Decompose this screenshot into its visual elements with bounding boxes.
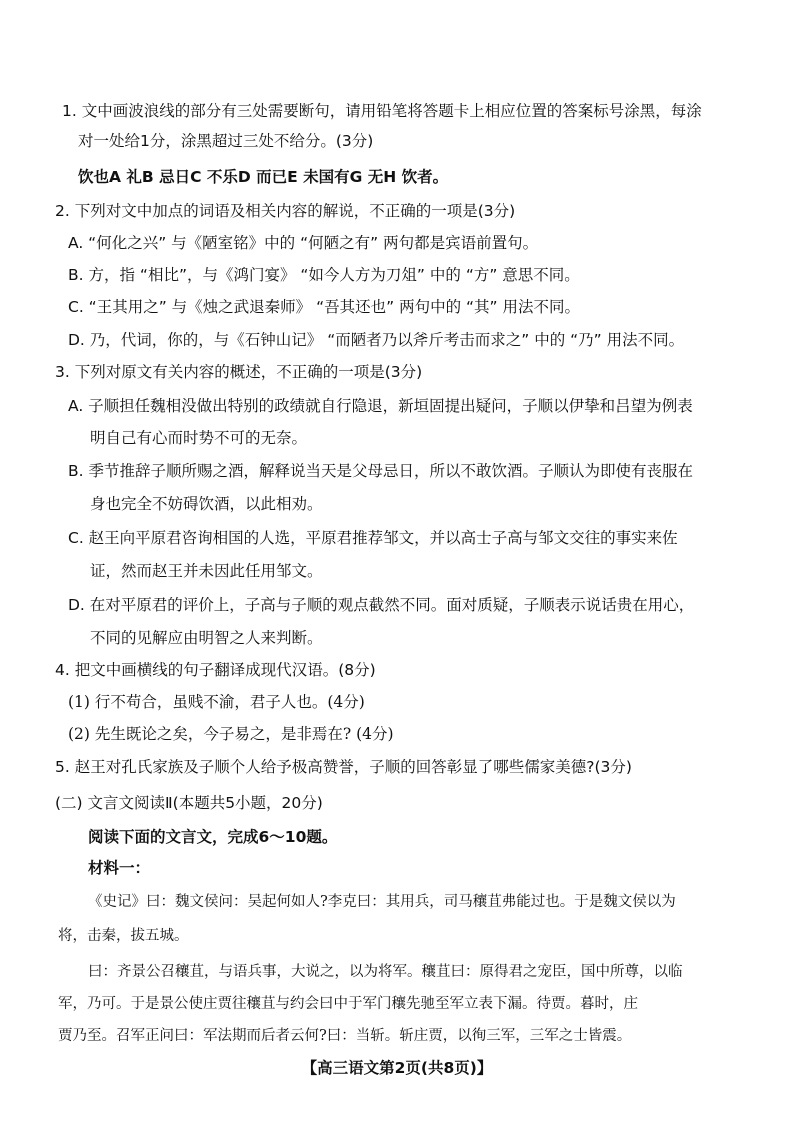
q1-line-1: 1. 文中画波浪线的部分有三处需要断句，请用铅笔将答题卡上相应位置的答案标号涂黑，每涂 <box>62 102 702 120</box>
material-p2-line-2: 军，乃可。于是景公使庄贾往穰苴与约会曰中于军门穰先驰至军立表下漏。待贾。暮时，庄 <box>58 996 638 1012</box>
page-footer: 【高三语文第2页(共8页)】 <box>301 1059 493 1077</box>
q3-stem: 3. 下列对原文有关内容的概述，不正确的一项是(3分) <box>55 363 423 381</box>
q3-option-b-line-1: B. 季节推辞子顺所赐之酒，解释说当天是父母忌日，所以不敢饮酒。子顺认为即使有丧服在 <box>68 462 693 480</box>
q3-option-d-line-2: 不同的见解应由明智之人来判断。 <box>90 629 323 647</box>
material-p1-line-2: 将，击秦，拔五城。 <box>58 928 189 944</box>
q4-stem: 4. 把文中画横线的句子翻译成现代汉语。(8分) <box>55 661 376 679</box>
q2-stem: 2. 下列对文中加点的词语及相关内容的解说，不正确的一项是(3分) <box>55 202 516 220</box>
q3-option-a-line-1: A. 子顺担任魏相没做出特别的政绩就自行隐退，新垣固提出疑问，子顺以伊挚和吕望为例表 <box>68 397 693 415</box>
section-instruction: 阅读下面的文言文，完成6～10题。 <box>88 828 338 846</box>
q3-option-c-line-1: C. 赵王向平原君咨询相国的人选，平原君推荐邹文，并以高士子高与邹文交往的事实来佐 <box>68 529 678 547</box>
material-label: 材料一： <box>88 859 151 877</box>
q3-option-d-line-1: D. 在对平原君的评价上，子高与子顺的观点截然不同。面对质疑，子顺表示说话贵在用心， <box>68 596 695 614</box>
q1-line-2: 对一处给1分，涂黑超过三处不给分。(3分) <box>78 132 374 150</box>
q1-options: 饮也A 礼B 忌日C 不乐D 而已E 未国有G 无H 饮者。 <box>78 168 449 186</box>
q4-sentence-2: (2) 先生既论之矣，今子易之，是非焉在? (4分) <box>68 725 394 743</box>
q3-option-a-line-2: 明自己有心而时势不可的无奈。 <box>90 429 308 447</box>
q2-option-b: B. 方，指 “相比”，与《鸿门宴》 “如今人方为刀俎” 中的 “方” 意思不同。 <box>68 266 580 284</box>
material-p1-line-1: 《史记》曰：魏文侯问：吴起何如人?李克曰：其用兵，司马穰苴弗能过也。于是魏文侯以为 <box>88 894 676 910</box>
q3-option-b-line-2: 身也完全不妨碍饮酒，以此相劝。 <box>90 495 323 513</box>
q3-option-c-line-2: 证，然而赵王并未因此任用邹文。 <box>90 562 323 580</box>
q2-option-a: A. “何化之兴” 与《陋室铭》中的 “何陋之有” 两句都是宾语前置句。 <box>68 234 539 252</box>
section-heading: (二) 文言文阅读Ⅱ(本题共5小题，20分) <box>55 794 323 812</box>
material-p2-line-3: 贾乃至。召军正问曰：军法期而后者云何?曰：当斩。斩庄贾，以徇三军，三军之士皆震。 <box>58 1028 632 1044</box>
q2-option-c: C. “王其用之” 与《烛之武退秦师》 “吾其还也” 两句中的 “其” 用法不同。 <box>68 298 580 316</box>
material-p2-line-1: 曰：齐景公召穰苴，与语兵事，大说之，以为将军。穰苴曰：原得君之宠臣，国中所尊，以临 <box>88 964 683 980</box>
q2-option-d: D. 乃，代词，你的，与《石钟山记》 “而陋者乃以斧斤考击而求之” 中的 “乃” 用法不同。 <box>68 331 685 349</box>
q4-sentence-1: (1) 行不苟合，虽贱不渝，君子人也。(4分) <box>68 693 365 711</box>
q5-stem: 5. 赵王对孔氏家族及子顺个人给予极高赞誉，子顺的回答彰显了哪些儒家美德?(3分) <box>55 758 632 776</box>
